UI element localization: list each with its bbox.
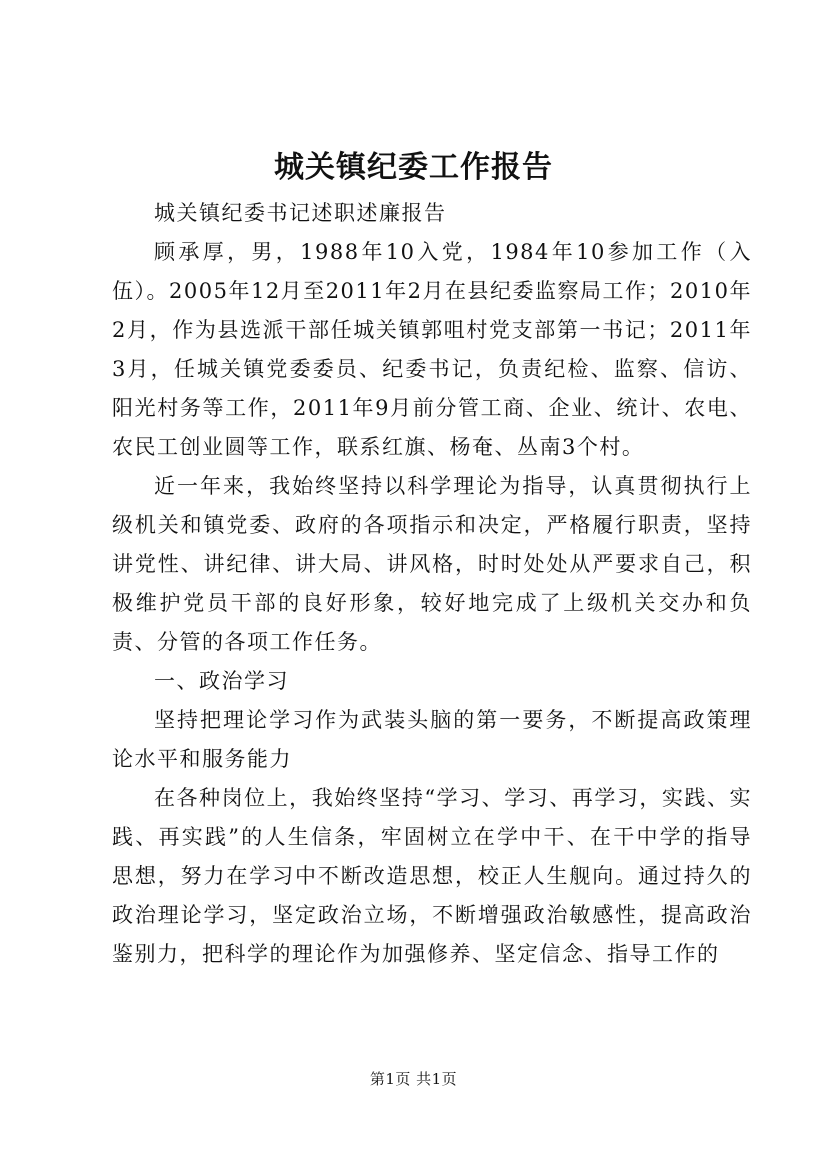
section-heading-political-study: 一、政治学习 — [154, 669, 289, 693]
paragraph-summary: 近一年来，我始终坚持以科学理论为指导，认真贯彻执行上级机关和镇党委、政府的各项指示和决定，严格履行职责，坚持讲党性、讲纪律、讲大局、讲风格，时时处处从严要求自己，积极维护党员干部的良好形象，较好地完成了上级机关交办和负责、分管的各项工作任务。 — [112, 474, 752, 654]
document-body — [112, 194, 752, 974]
paragraph-study-principle: 坚持把理论学习作为武装头脑的第一要务，不断提高政策理论水平和服务能力 — [112, 708, 752, 771]
page-footer: 第1页 共1页 — [369, 1070, 458, 1088]
paragraph-study-detail: 在各种岗位上，我始终坚持“学习、学习、再学习，实践、实践、再实践”的人生信条，牢固树立在学中干、在干中学的指导思想，努力在学习中不断改造思想，校正人生舰向。通过持久的政治理论学习，坚定政治立场，不断增强政治敏感性，提高政治鉴别力，把科学的理论作为加强修养、坚定信念、指导工作的 — [112, 786, 752, 966]
document-title: 城关镇纪委工作报告 — [274, 150, 553, 185]
paragraph-bio: 顾承厚，男，1988年10入党，1984年10参加工作（入伍）。2005年12月至2011年2月在县纪委监察局工作；2010年2月，作为县选派干部任城关镇郭咀村党支部第一书记；2011年3月，任城关镇党委委员、纪委书记，负责纪检、监察、信访、阳光村务等工作，2011年9月前分管工商、企业、统计、农电、农民工创业圆等工作，联系红旗、杨奄、丛南3个村。 — [112, 240, 752, 459]
report-subtitle: 城关镇纪委书记述职述廉报告 — [154, 201, 447, 225]
